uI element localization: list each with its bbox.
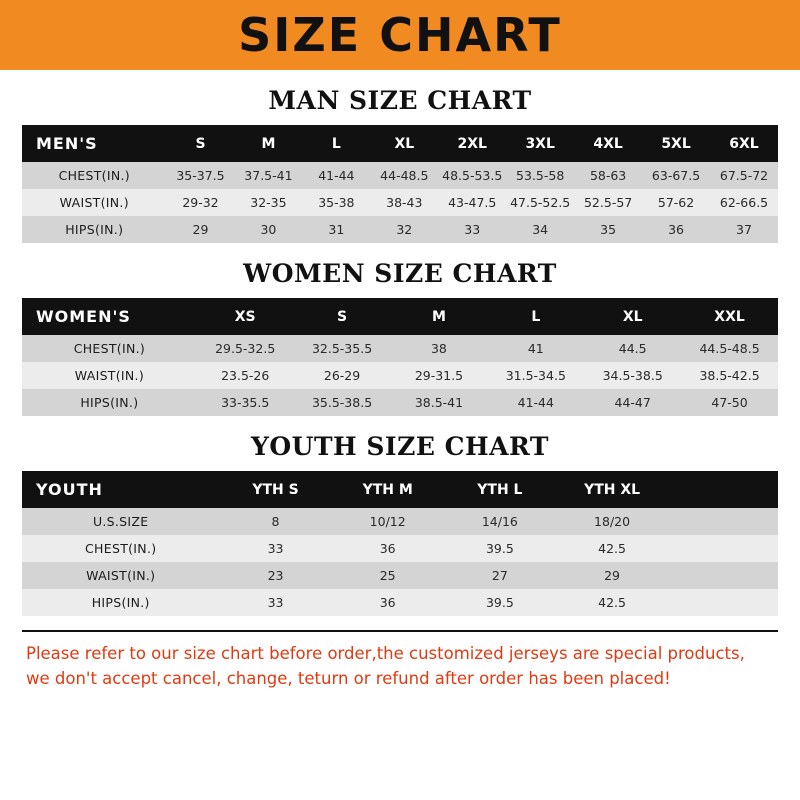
table-header-row: [22, 471, 778, 508]
youth-table-body: [22, 508, 778, 616]
youth-ussize-spacer: [668, 508, 778, 535]
women-col-m: M: [391, 298, 488, 335]
youth-hips-spacer: [668, 589, 778, 616]
men-size-table: [22, 125, 778, 243]
youth-size-table: [22, 471, 778, 616]
youth-ussize-l: 14/16: [444, 508, 556, 535]
men-row-chest-label: CHEST(IN.): [22, 162, 167, 189]
youth-hips-l: 39.5: [444, 589, 556, 616]
men-chest-6xl: 67.5-72: [710, 162, 778, 189]
youth-ussize-m: 10/12: [332, 508, 444, 535]
women-size-table: [22, 298, 778, 416]
women-row-chest-label: CHEST(IN.): [22, 335, 197, 362]
men-col-s: S: [167, 125, 235, 162]
men-chest-3xl: 53.5-58: [506, 162, 574, 189]
footer-note: [22, 630, 778, 692]
men-hips-xl: 32: [370, 216, 438, 243]
youth-chest-m: 36: [332, 535, 444, 562]
youth-col-xl: YTH XL: [556, 471, 668, 508]
women-waist-xxl: 38.5-42.5: [681, 362, 778, 389]
women-row-hips-label: HIPS(IN.): [22, 389, 197, 416]
men-hips-s: 29: [167, 216, 235, 243]
page-title: SIZE CHART: [238, 8, 562, 62]
men-chest-5xl: 63-67.5: [642, 162, 710, 189]
women-table-header: [22, 298, 778, 335]
youth-waist-s: 23: [219, 562, 331, 589]
women-chest-l: 41: [487, 335, 584, 362]
men-waist-s: 29-32: [167, 189, 235, 216]
youth-row-chest-label: CHEST(IN.): [22, 535, 219, 562]
women-table-body: [22, 335, 778, 416]
men-col-2xl: 2XL: [438, 125, 506, 162]
youth-hips-s: 33: [219, 589, 331, 616]
table-row: [22, 362, 778, 389]
women-waist-xl: 34.5-38.5: [584, 362, 681, 389]
youth-header-label: YOUTH: [22, 471, 219, 508]
men-col-l: L: [302, 125, 370, 162]
men-col-5xl: 5XL: [642, 125, 710, 162]
youth-hips-xl: 42.5: [556, 589, 668, 616]
men-waist-6xl: 62-66.5: [710, 189, 778, 216]
youth-waist-m: 25: [332, 562, 444, 589]
men-waist-l: 35-38: [302, 189, 370, 216]
men-col-3xl: 3XL: [506, 125, 574, 162]
women-col-xs: XS: [197, 298, 294, 335]
men-row-hips-label: HIPS(IN.): [22, 216, 167, 243]
men-hips-3xl: 34: [506, 216, 574, 243]
women-chest-m: 38: [391, 335, 488, 362]
section-title-men: MAN SIZE CHART: [268, 86, 532, 115]
women-hips-l: 41-44: [487, 389, 584, 416]
women-chest-xl: 44.5: [584, 335, 681, 362]
men-col-4xl: 4XL: [574, 125, 642, 162]
table-row: [22, 162, 778, 189]
women-col-xxl: XXL: [681, 298, 778, 335]
women-col-xl: XL: [584, 298, 681, 335]
youth-row-waist-label: WAIST(IN.): [22, 562, 219, 589]
section-title-women: WOMEN SIZE CHART: [243, 259, 557, 288]
men-table-header: [22, 125, 778, 162]
men-waist-5xl: 57-62: [642, 189, 710, 216]
women-header-label: WOMEN'S: [22, 298, 197, 335]
women-row-waist-label: WAIST(IN.): [22, 362, 197, 389]
men-hips-5xl: 36: [642, 216, 710, 243]
youth-table-header: [22, 471, 778, 508]
women-col-s: S: [294, 298, 391, 335]
men-header-label: MEN'S: [22, 125, 167, 162]
youth-row-hips-label: HIPS(IN.): [22, 589, 219, 616]
men-hips-6xl: 37: [710, 216, 778, 243]
women-chest-s: 32.5-35.5: [294, 335, 391, 362]
women-hips-xs: 33-35.5: [197, 389, 294, 416]
women-hips-xl: 44-47: [584, 389, 681, 416]
table-header-row: [22, 125, 778, 162]
youth-col-m: YTH M: [332, 471, 444, 508]
men-hips-l: 31: [302, 216, 370, 243]
youth-hips-m: 36: [332, 589, 444, 616]
men-col-m: M: [234, 125, 302, 162]
youth-row-ussize-label: U.S.SIZE: [22, 508, 219, 535]
men-chest-xl: 44-48.5: [370, 162, 438, 189]
men-hips-2xl: 33: [438, 216, 506, 243]
men-table-body: [22, 162, 778, 243]
women-hips-s: 35.5-38.5: [294, 389, 391, 416]
men-chest-2xl: 48.5-53.5: [438, 162, 506, 189]
table-header-row: [22, 298, 778, 335]
men-chest-m: 37.5-41: [234, 162, 302, 189]
men-waist-xl: 38-43: [370, 189, 438, 216]
men-chest-4xl: 58-63: [574, 162, 642, 189]
women-hips-xxl: 47-50: [681, 389, 778, 416]
women-waist-xs: 23.5-26: [197, 362, 294, 389]
men-col-6xl: 6XL: [710, 125, 778, 162]
men-waist-2xl: 43-47.5: [438, 189, 506, 216]
youth-waist-spacer: [668, 562, 778, 589]
youth-waist-l: 27: [444, 562, 556, 589]
youth-chest-l: 39.5: [444, 535, 556, 562]
women-waist-s: 26-29: [294, 362, 391, 389]
men-waist-4xl: 52.5-57: [574, 189, 642, 216]
men-chest-s: 35-37.5: [167, 162, 235, 189]
page-banner: [0, 0, 800, 70]
men-hips-4xl: 35: [574, 216, 642, 243]
chart-content: [0, 86, 800, 692]
women-waist-m: 29-31.5: [391, 362, 488, 389]
table-row: [22, 589, 778, 616]
women-chest-xxl: 44.5-48.5: [681, 335, 778, 362]
women-col-l: L: [487, 298, 584, 335]
women-chest-xs: 29.5-32.5: [197, 335, 294, 362]
men-chest-l: 41-44: [302, 162, 370, 189]
youth-col-s: YTH S: [219, 471, 331, 508]
section-title-youth: YOUTH SIZE CHART: [251, 432, 549, 461]
youth-col-spacer: [668, 471, 778, 508]
table-row: [22, 189, 778, 216]
youth-waist-xl: 29: [556, 562, 668, 589]
women-hips-m: 38.5-41: [391, 389, 488, 416]
footer-note-line1: Please refer to our size chart before order,the customized jerseys are special products,: [26, 644, 745, 663]
men-col-xl: XL: [370, 125, 438, 162]
table-row: [22, 508, 778, 535]
youth-chest-spacer: [668, 535, 778, 562]
youth-col-l: YTH L: [444, 471, 556, 508]
men-row-waist-label: WAIST(IN.): [22, 189, 167, 216]
footer-note-line2: we don't accept cancel, change, teturn or refund after order has been placed!: [26, 668, 671, 688]
men-waist-m: 32-35: [234, 189, 302, 216]
youth-chest-s: 33: [219, 535, 331, 562]
men-hips-m: 30: [234, 216, 302, 243]
youth-ussize-xl: 18/20: [556, 508, 668, 535]
women-waist-l: 31.5-34.5: [487, 362, 584, 389]
table-row: [22, 535, 778, 562]
table-row: [22, 335, 778, 362]
youth-ussize-s: 8: [219, 508, 331, 535]
table-row: [22, 216, 778, 243]
table-row: [22, 562, 778, 589]
youth-chest-xl: 42.5: [556, 535, 668, 562]
men-waist-3xl: 47.5-52.5: [506, 189, 574, 216]
table-row: [22, 389, 778, 416]
